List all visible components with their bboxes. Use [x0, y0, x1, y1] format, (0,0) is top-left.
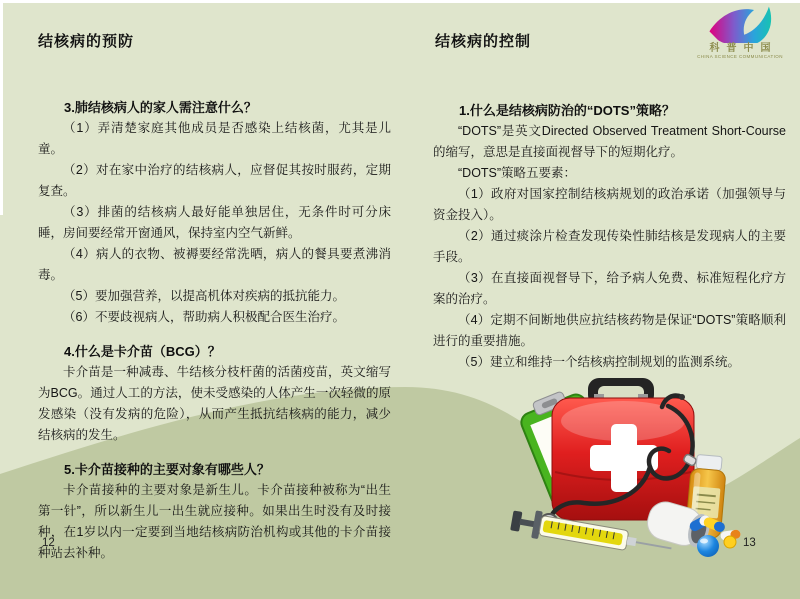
paragraph: （6）不要歧视病人，帮助病人积极配合医生治疗。: [63, 310, 345, 324]
left-page-title: 结核病的预防: [38, 33, 135, 50]
paragraph: （1）弄清楚家庭其他成员是否感染上结核菌，尤其是儿童。: [38, 121, 391, 156]
paragraph: （3）在直接面视督导下，给予病人免费、标准短程化疗方案的治疗。: [433, 271, 786, 306]
right-page-number: 13: [743, 537, 756, 549]
paragraph: （4）病人的衣物、被褥要经常洗晒，病人的餐具要煮沸消毒。: [38, 247, 391, 282]
paragraph: （5）要加强营养，以提高机体对疾病的抵抗能力。: [63, 289, 345, 303]
paragraph: （4）定期不间断地供应抗结核药物是保证“DOTS”策略顺利进行的重要措施。: [433, 313, 786, 348]
paragraph: （1）政府对国家控制结核病规划的政治承诺（加强领导与资金投入）。: [433, 187, 786, 222]
first-aid-illustration: [492, 374, 750, 570]
logo-title: 科普中国: [709, 43, 778, 54]
section-heading: 4.什么是卡介苗（BCG）？: [64, 344, 221, 359]
paragraph: （3）排菌的结核病人最好能单独居住，无条件时可分床睡，房间要经常开窗通风，保持室内空气新鲜。: [38, 205, 391, 240]
paragraph: “DOTS”策略五要素：: [458, 166, 577, 180]
page-left-edge: [0, 0, 3, 215]
right-page-body: [433, 100, 786, 373]
paragraph: （2）通过痰涂片检查发现传染性肺结核是发现病人的主要手段。: [433, 229, 786, 264]
right-page-title: 结核病的控制: [435, 33, 532, 50]
paragraph: （5）建立和维持一个结核病控制规划的监测系统。: [458, 355, 740, 369]
logo-swoosh-icon: [704, 5, 776, 43]
left-page-body: [38, 97, 391, 564]
left-page-number: 12: [42, 537, 55, 549]
section-heading: 1.什么是结核病防治的“DOTS”策略？: [459, 103, 675, 118]
section-heading: 5.卡介苗接种的主要对象有哪些人？: [64, 462, 270, 477]
logo-subtitle: CHINA SCIENCE COMMUNICATION: [697, 54, 783, 59]
paragraph: “DOTS”是英文Directed Observed Treatment Short-Course的缩写，意思是直接面视督导下的短期化疗。: [433, 124, 786, 159]
paragraph: 卡介苗是一种减毒、牛结核分枝杆菌的活菌疫苗，英文缩写为BCG。通过人工的方法，使未受感染的人体产生一次轻微的原发感染（没有发病的危险），从而产生抵抗结核病的能力，减少结核病的发生。: [38, 365, 391, 442]
publisher-logo: [688, 5, 792, 60]
paragraph: （2）对在家中治疗的结核病人，应督促其按时服药，定期复查。: [38, 163, 391, 198]
section-heading: 3.肺结核病人的家人需注意什么？: [64, 100, 257, 115]
paragraph: 卡介苗接种的主要对象是新生儿。卡介苗接种被称为“出生第一针”，所以新生儿一出生就应接种。如果出生时没有及时接种，在1岁以内一定要到当地结核病防治机构或其他的卡介苗接种站去补种。: [38, 483, 391, 560]
page-top-edge: [0, 0, 800, 3]
